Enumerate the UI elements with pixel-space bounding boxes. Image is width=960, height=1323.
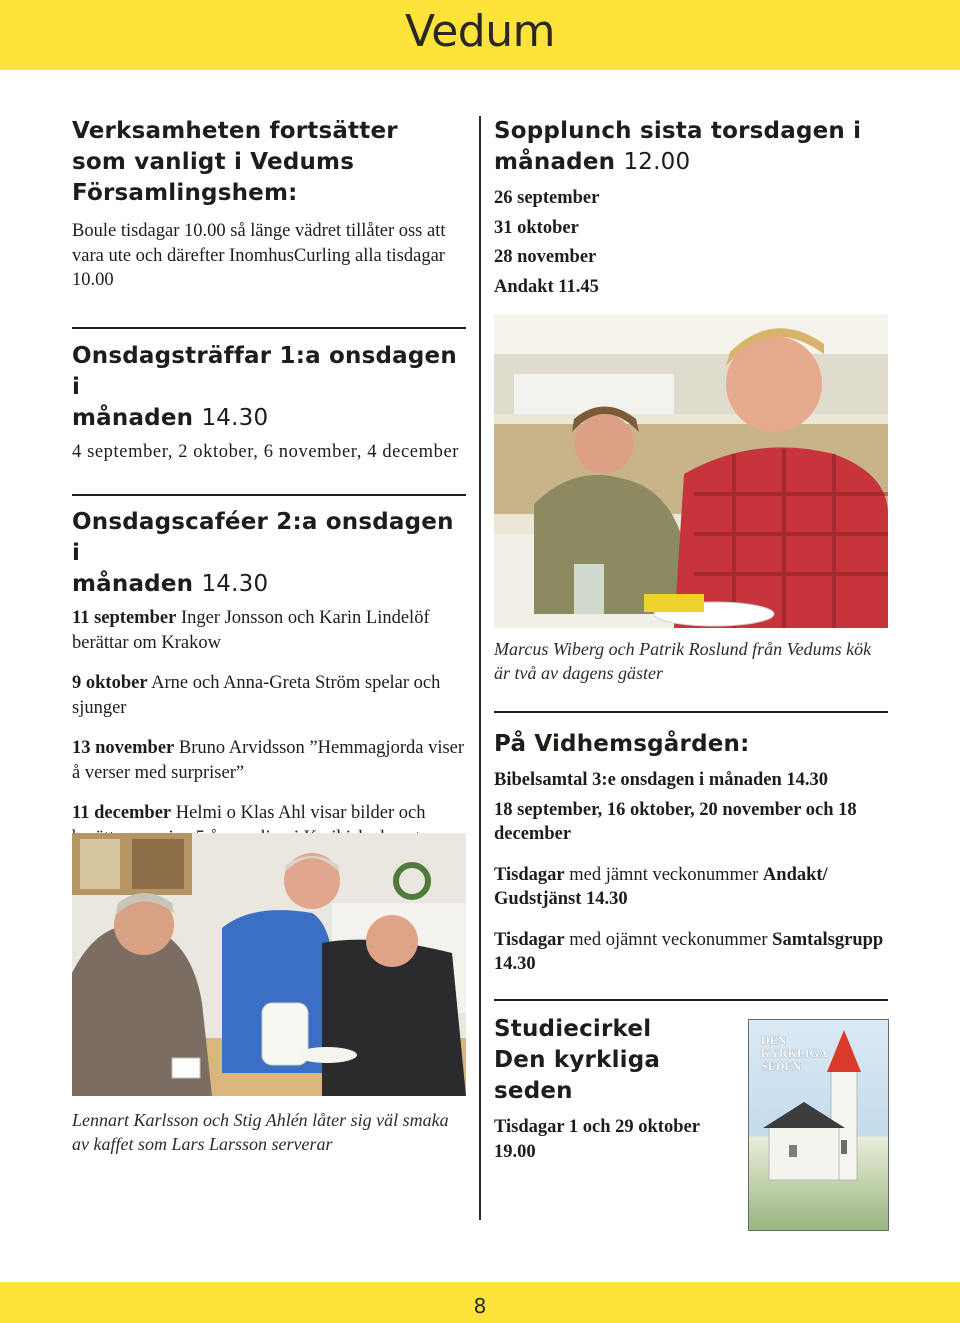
event-item: 11 september Inger Jonsson och Karin Lindelöf berättar om Krakow <box>72 608 430 653</box>
date-line: 28 november <box>494 247 597 267</box>
section-heading-vidhemsgarden: På Vidhemsgården: <box>494 731 750 757</box>
photo-coffee-men <box>72 833 466 1096</box>
onsdagstraffar-dates: 4 september, 2 oktober, 6 november, 4 december <box>72 441 460 462</box>
photo-caption-coffee: Lennart Karlsson och Stig Ahlén låter sig väl smaka av kaffet som Lars Larsson serverar <box>72 1110 449 1154</box>
book-title: DEN KYRKLIGA SEDEN <box>761 1033 828 1073</box>
book-cover-den-kyrkliga-seden <box>749 1020 888 1230</box>
right-lower-column <box>494 637 888 1001</box>
studiecirkel-dates: Tisdagar 1 och 29 oktober 19.00 <box>494 1117 700 1162</box>
date-line: 26 september <box>494 188 600 208</box>
sopplunch-dates <box>494 184 888 302</box>
bibelsamtal-dates: 18 september, 16 oktober, 20 november och 18 december <box>494 799 857 844</box>
page-footer <box>0 1282 960 1323</box>
tisdagar-jamnt: Tisdagar med jämnt veckonummer Andakt/ Gudstjänst 14.30 <box>494 864 828 909</box>
section-heading-verksamheten: Verksamheten fortsätter som vanligt i Vedums Församlingshem: <box>72 118 398 206</box>
page-title: Vedum <box>405 6 555 57</box>
divider <box>72 327 466 329</box>
church-icon <box>749 1020 888 1230</box>
section-heading-studiecirkel: Studiecirkel Den kyrkliga seden <box>494 1016 661 1104</box>
event-item: 13 november Bruno Arvidsson ”Hemmagjorda viser å verser med surpriser” <box>72 738 465 783</box>
date-line: Andakt 11.45 <box>494 276 599 297</box>
photo-coffee-men-image <box>72 833 466 1096</box>
page-header <box>0 0 960 70</box>
bibelsamtal-line: Bibelsamtal 3:e onsdagen i månaden 14.30 <box>494 770 829 790</box>
section-heading-onsdagscafeer: Onsdagscaféer 2:a onsdagen i månaden 14.30 <box>72 509 454 597</box>
right-column <box>494 116 888 302</box>
photo-kitchen-guests <box>494 314 888 628</box>
section-heading-sopplunch: Sopplunch sista torsdagen i månaden 12.00 <box>494 118 862 175</box>
tisdagar-ojamnt: Tisdagar med ojämnt veckonummer Samtalsgrupp 14.30 <box>494 929 884 974</box>
left-photo-caption-wrapper <box>72 1108 466 1156</box>
divider <box>72 494 466 496</box>
date-line: 31 oktober <box>494 217 579 238</box>
photo-caption-kitchen: Marcus Wiberg och Patrik Roslund från Vedums kök är två av dagens gäster <box>494 639 872 683</box>
event-item: 9 oktober Arne och Anna-Greta Ström spelar och sjunger <box>72 673 441 718</box>
section-heading-onsdagstraffar: Onsdagsträffar 1:a onsdagen i månaden 14.30 <box>72 342 457 431</box>
left-column <box>72 116 466 850</box>
divider <box>494 999 888 1001</box>
boule-text: Boule tisdagar 10.00 så länge vädret tillåter oss att vara ute och därefter InomhusCurling alla tisdagar 10.00 <box>72 221 446 290</box>
studiecirkel-section <box>494 1014 744 1164</box>
divider <box>494 711 888 713</box>
photo-kitchen-guests-image <box>494 314 888 628</box>
page-number: 8 <box>473 1294 487 1318</box>
column-divider <box>479 116 481 1220</box>
event-item: 11 december Helmi o Klas Ahl visar bilder och <box>72 803 426 823</box>
